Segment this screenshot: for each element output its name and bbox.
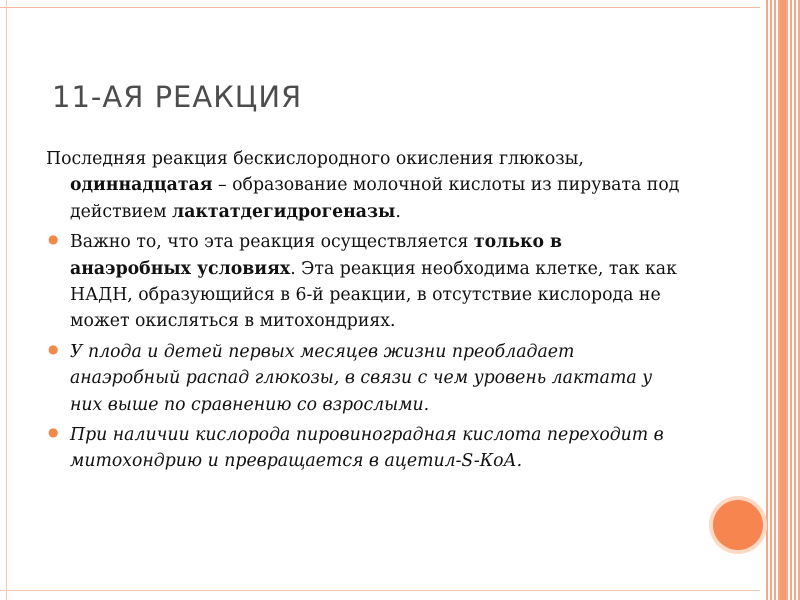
bullet2-text: У плода и детей первых месяцев жизни преобладает анаэробный распад глюкозы, в связи с чем уровень лактата у них выше по сравнению со взрослыми. [70,341,653,415]
intro-enzyme-term: лактатдегидрогеназы [172,201,396,222]
intro-continuation [46,172,686,225]
bullet-item-fetus [46,339,686,418]
bullet-item-anaerobic [46,229,686,335]
slide-title: 11-АЯ РЕАКЦИЯ [52,80,303,114]
bottom-frame-line [0,590,760,591]
intro-bold-term: одиннадцатая [70,175,213,196]
intro-line1: Последняя реакция бескислородного окисления глюкозы, [46,149,584,169]
bullet-dot-icon: ● [48,425,59,440]
intro-paragraph [46,146,686,225]
top-frame-line [0,0,760,8]
left-frame-line [6,0,7,600]
bullet1-text: Важно то, что эта реакция осуществляется [70,232,474,253]
intro-text: – образование молочной кислоты из пирувата под действием [70,175,680,222]
bullet1-text2: . Эта реакция необходима клетке, так как НАДН, образующийся в 6-й реакции, в отсутствие кислорода не может окисляться в митохондриях. [70,258,677,332]
bullet-dot-icon: ● [48,341,59,356]
bullet-list [46,229,686,475]
decorative-circle [713,500,763,550]
right-decorative-bar [780,0,786,600]
bullet1-bold: только в анаэробных условиях [70,232,563,279]
bullet-item-oxygen [46,422,686,475]
bullet3-text: При наличии кислорода пировиноградная кислота переходит в митохондрию и превращается в ацетил-S-КоА. [70,425,664,472]
bullet-dot-icon: ● [48,232,59,247]
intro-period: . [395,201,401,222]
slide-content [46,146,686,479]
